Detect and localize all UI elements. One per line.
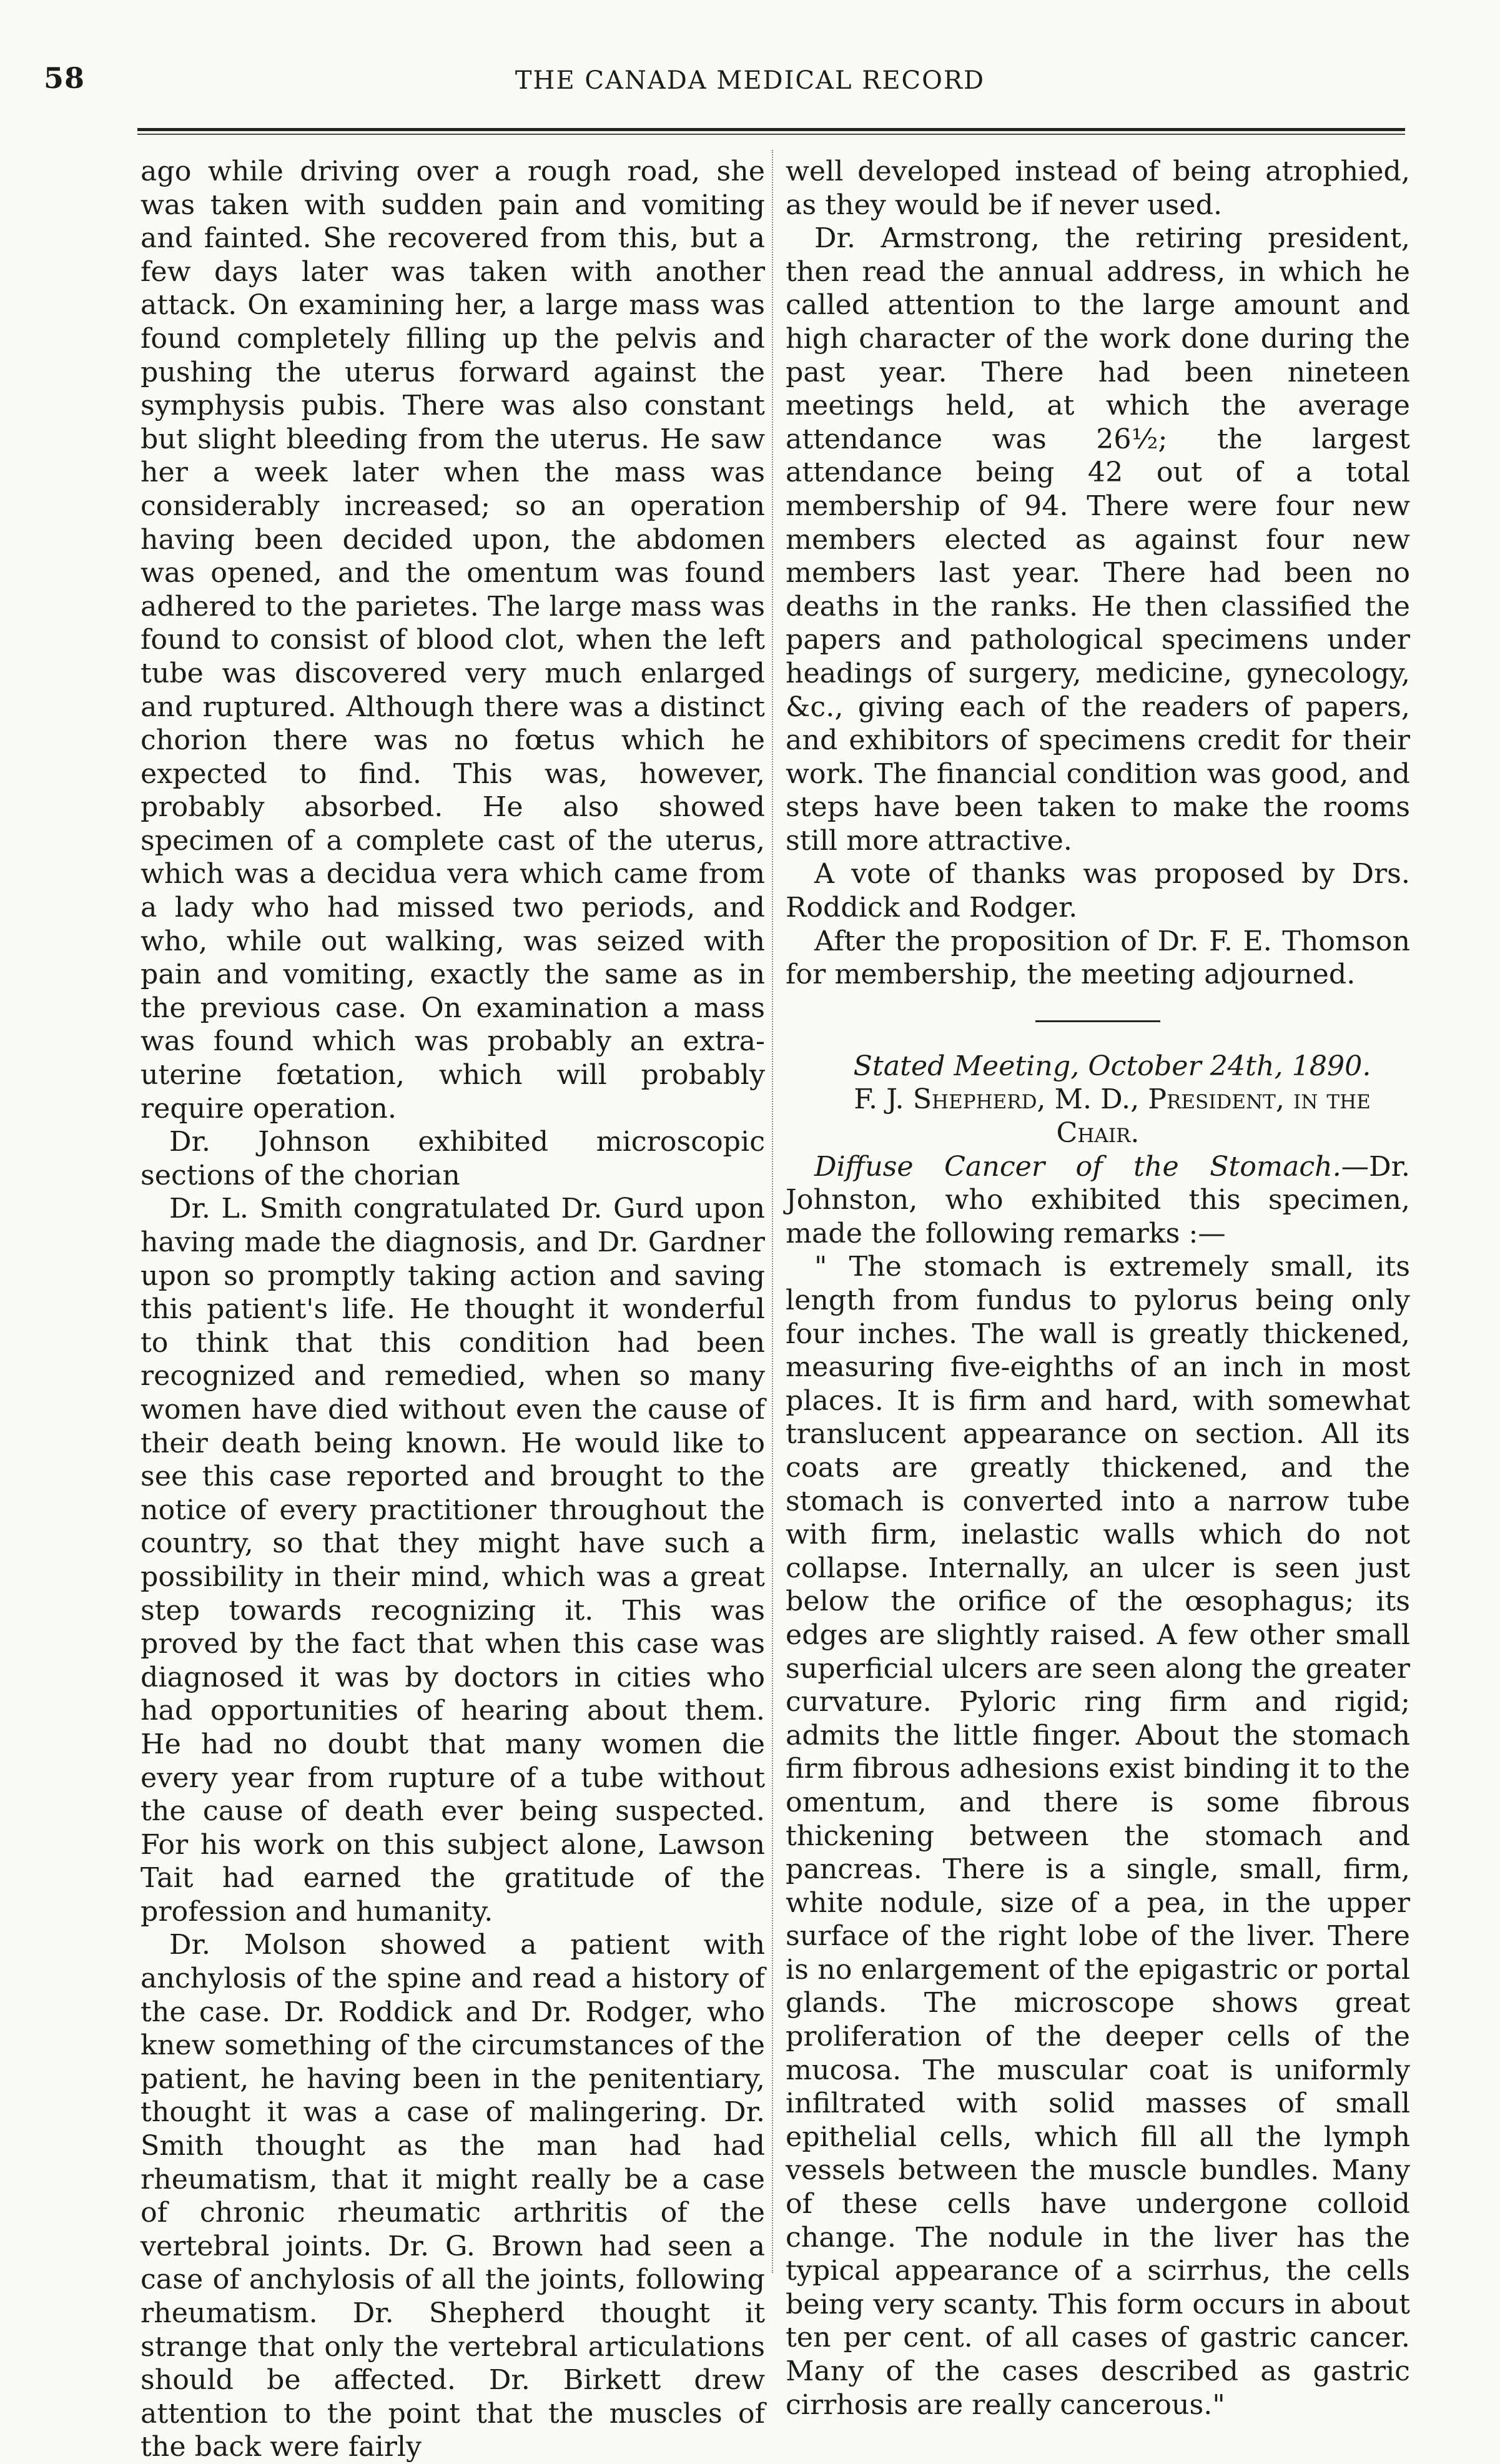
meeting-president: F. J. Shepherd, M. D., President, in the Chair.: [854, 1083, 1371, 1150]
paragraph: Dr. Johnson exhibited microscopic sections of the chorian: [141, 1126, 765, 1191]
column-divider: [772, 150, 773, 2273]
section-rule: [1035, 1020, 1160, 1022]
page-number: 58: [44, 61, 86, 95]
section-title: Diffuse Cancer of the Stomach.: [814, 1150, 1341, 1183]
paragraph: Dr. Molson showed a patient with anchylosis of the spine and read a history of the case. Dr. Roddick and Dr. Rodger, who knew something of the circumstances of the patient, he having been in the penitentiary, thought it was a case of malingering. Dr. Smith thought as the man had had rheumatism, that it might really be a case of chronic rheumatic arthritis of the vertebral joints. Dr. G. Brown had seen a case of anchylosis of all the joints, following rheumatism. Dr. Shepherd thought it strange that only the vertebral articulations should be affected. Dr. Birkett drew attention to the point that the muscles of the back were fairly: [141, 1929, 765, 2463]
paragraph: well developed instead of being atrophied, as they would be if never used.: [786, 155, 1410, 221]
left-column: [141, 155, 765, 2464]
paragraph: Dr. L. Smith congratulated Dr. Gurd upon having made the diagnosis, and Dr. Gardner upon so promptly taking action and saving this patient's life. He thought it wonderful to think that this condition had been recognized and remedied, when so many women have died without even the cause of their death being known. He would like to see this case reported and brought to the notice of every practitioner throughout the country, so that they might have such a possibility in their mind, which was a great step towards recognizing it. This was proved by the fact that when this case was diagnosed it was by doctors in cities who had opportunities of hearing about them. He had no doubt that many women die every year from rupture of a tube without the cause of death ever being suspected. For his work on this subject alone, Lawson Tait had earned the gratitude of the profession and humanity.: [141, 1193, 765, 1928]
header-rule-thin: [137, 134, 1405, 135]
page-header: [44, 61, 1456, 105]
paragraph: Dr. Armstrong, the retiring president, then read the annual address, in which he called attention to the large amount and high character of the work done during the past year. There had been nineteen meetings held, at which the average attendance was 26½; the largest attendance being 42 out of a total membership of 94. There were four new members elected as against four new members last year. There had been no deaths in the ranks. He then classified the papers and pathological specimens under headings of surgery, medicine, gynecology, &c., giving each of the readers of papers, and exhibitors of specimens credit for their work. The financial condition was good, and steps have been taken to make the rooms still more attractive.: [786, 222, 1410, 857]
running-title: THE CANADA MEDICAL RECORD: [515, 66, 985, 95]
paragraph: " The stomach is extremely small, its length from fundus to pylorus being only four inches. The wall is greatly thickened, measuring five-eighths of an inch in most places. It is firm and hard, with somewhat translucent appearance on section. All its coats are greatly thickened, and the stomach is converted into a narrow tube with firm, inelastic walls which do not collapse. Internally, an ulcer is seen just below the orifice of the œsophagus; its edges are slightly raised. A few other small superficial ulcers are seen along the greater curvature. Pyloric ring firm and rigid; admits the little finger. About the stomach firm fibrous adhesions exist binding it to the omentum, and there is some fibrous thickening between the stomach and pancreas. There is a single, small, firm, white nodule, size of a pea, in the upper surface of the right lobe of the liver. There is no enlargement of the epigastric or portal glands. The microscope shows great proliferation of the deeper cells of the mucosa. The muscular coat is uniformly infiltrated with solid masses of small epithelial cells, which fill all the lymph vessels between the muscle bundles. Many of these cells have undergone colloid change. The nodule in the liver has the typical appearance of a scirrhus, the cells being very scanty. This form occurs in about ten per cent. of all cases of gastric cancer. Many of the cases described as gastric cirrhosis are really cancerous.": [786, 1251, 1410, 2421]
section-intro: —Dr. Johnston, who exhibited this specimen, made the following remarks :—: [786, 1150, 1410, 1249]
paragraph: ago while driving over a rough road, she was taken with sudden pain and vomiting and fainted. She recovered from this, but a few days later was taken with another attack. On examining her, a large mass was found completely filling up the pelvis and pushing the uterus forward against the symphysis pubis. There was also constant but slight bleeding from the uterus. He saw her a week later when the mass was considerably increased; so an operation having been decided upon, the abdomen was opened, and the omentum was found adhered to the parietes. The large mass was found to consist of blood clot, when the left tube was discovered very much enlarged and ruptured. Although there was a distinct chorion there was no fœtus which he expected to find. This was, however, probably absorbed. He also showed specimen of a complete cast of the uterus, which was a decidua vera which came from a lady who had missed two periods, and who, while out walking, was seized with pain and vomiting, exactly the same as in the previous case. On examination a mass was found which was probably an extra-uterine fœtation, which will probably require operation.: [141, 155, 765, 1125]
section-paragraph: [786, 1150, 1410, 1251]
header-rule: [137, 128, 1405, 131]
right-column: [786, 155, 1410, 2422]
paragraph: A vote of thanks was proposed by Drs. Roddick and Rodger.: [786, 858, 1410, 924]
paragraph: After the proposition of Dr. F. E. Thomson for membership, the meeting adjourned.: [786, 925, 1410, 991]
meeting-title: Stated Meeting, October 24th, 1890.: [853, 1050, 1371, 1082]
